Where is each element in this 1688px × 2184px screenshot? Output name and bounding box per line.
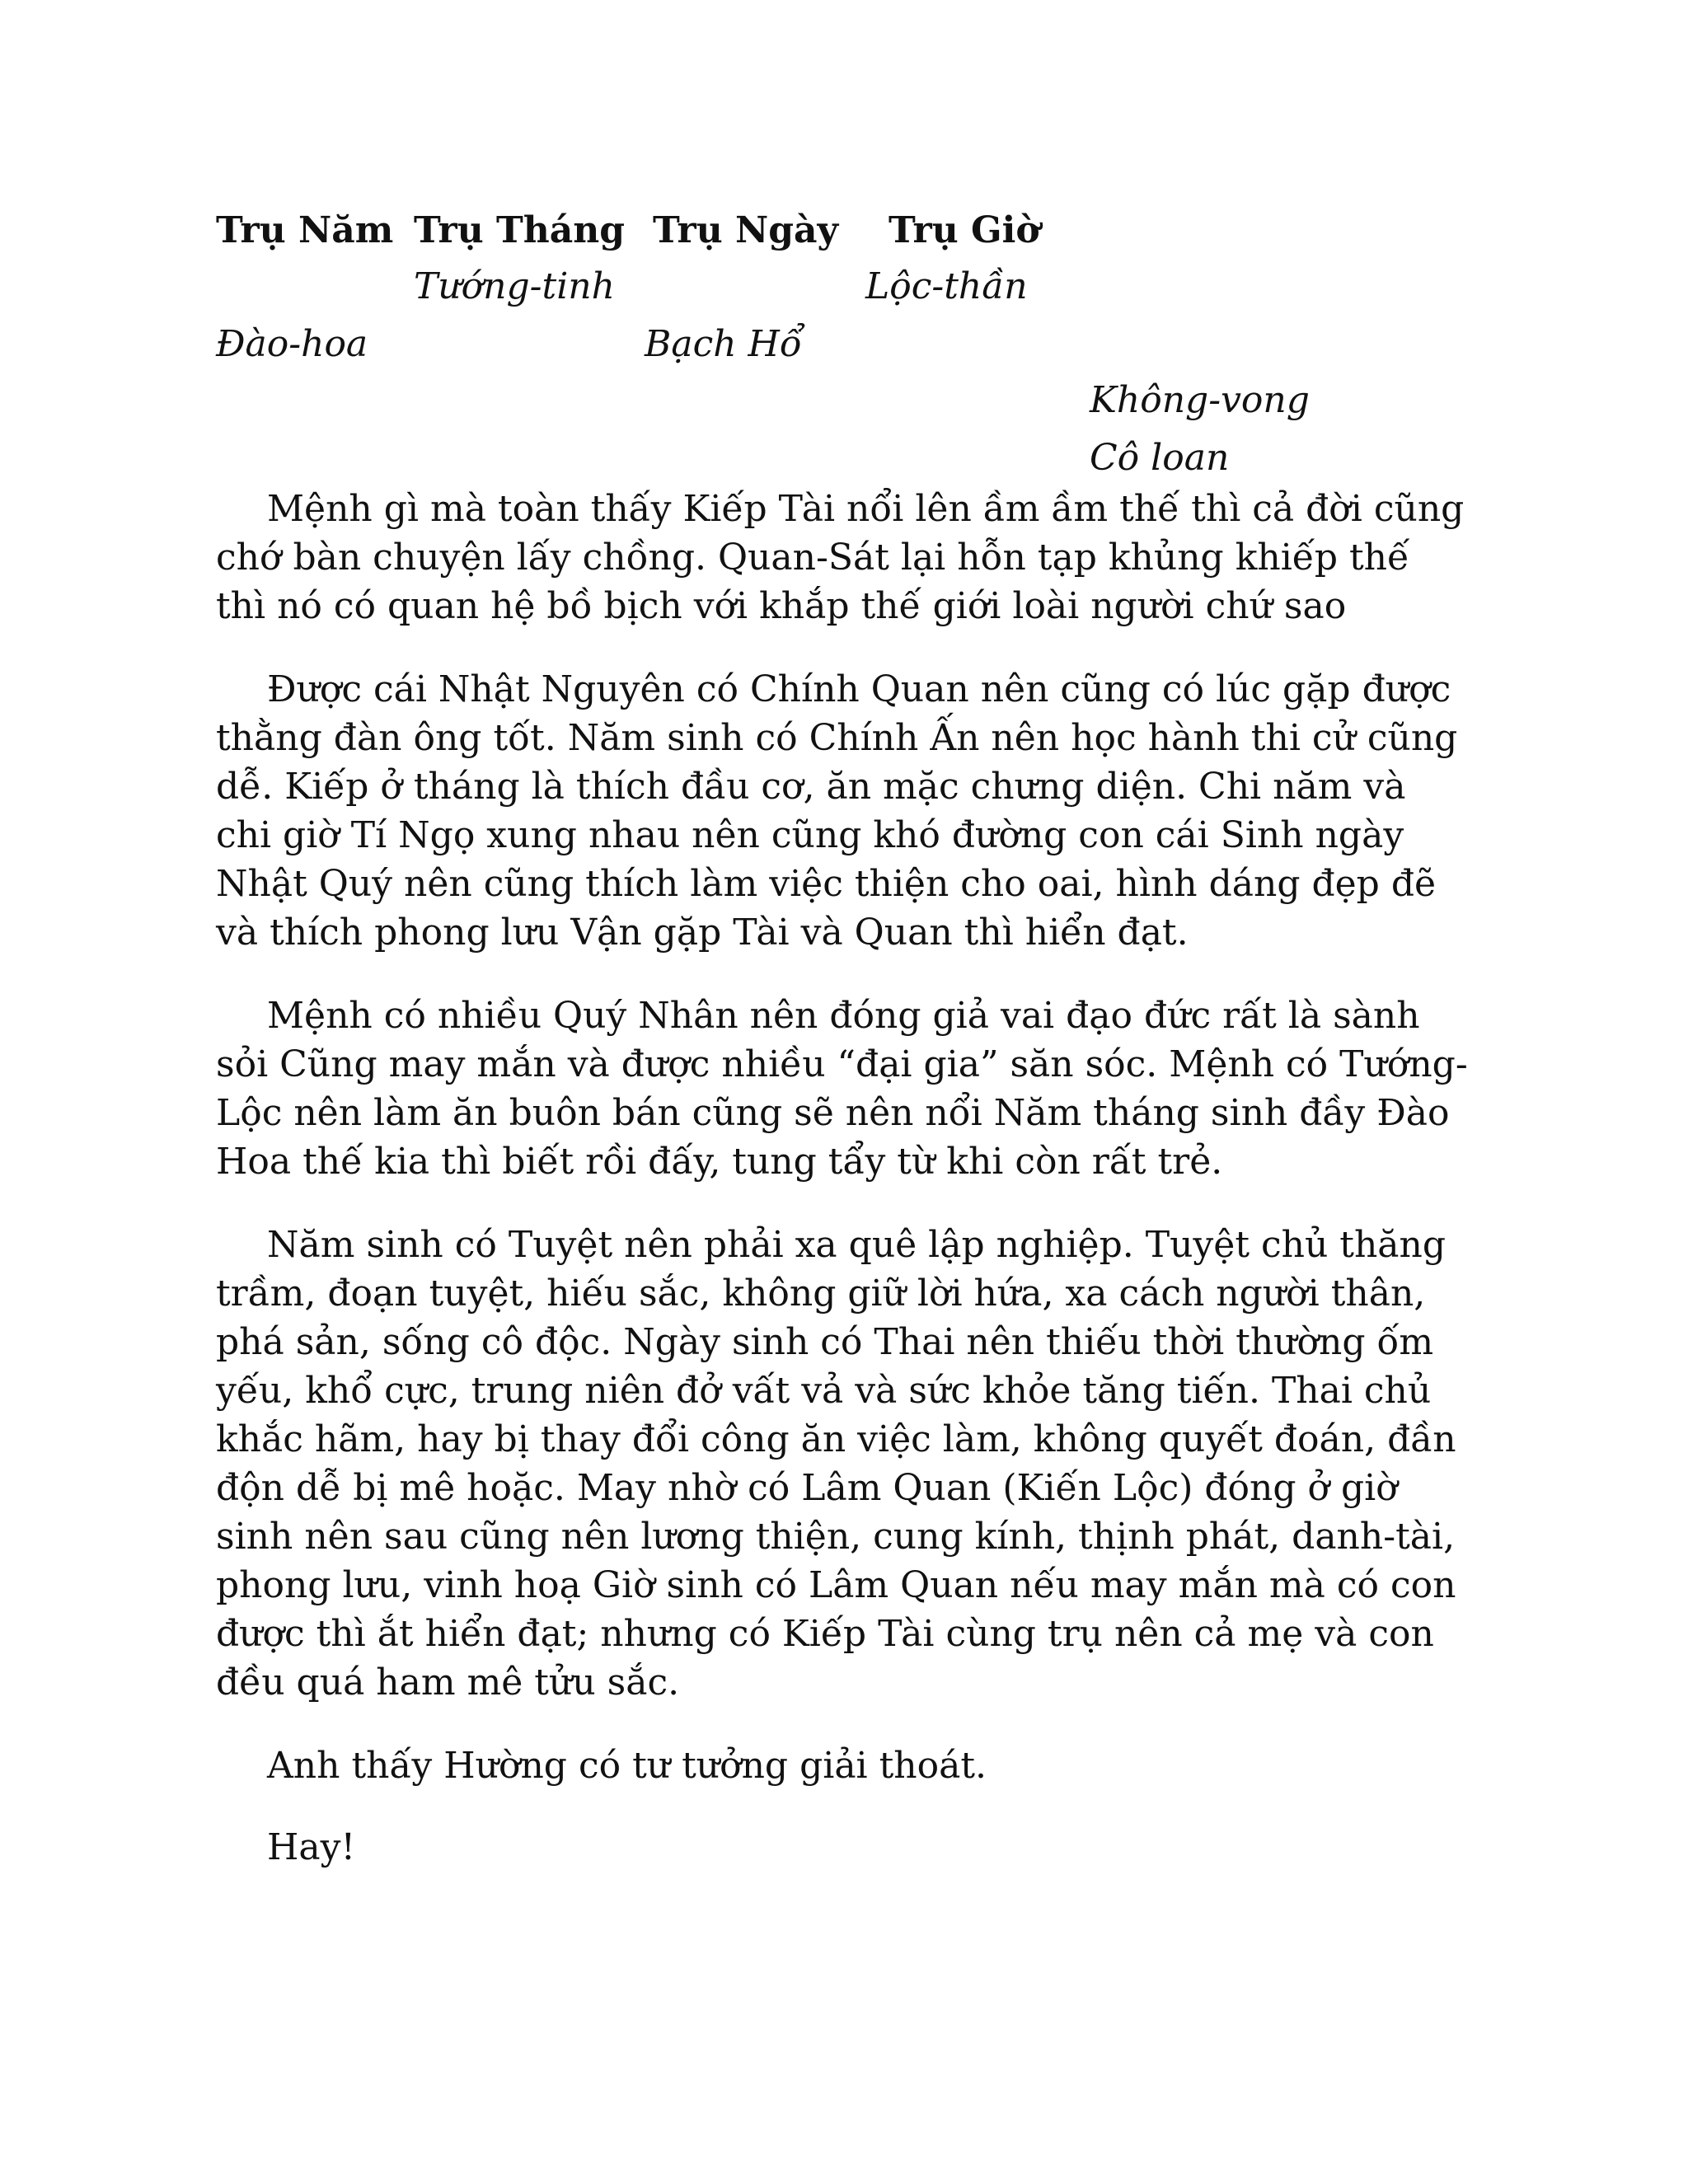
star-khong-vong: Không-vong	[1090, 379, 1310, 421]
header-year-pillar: Trụ Năm	[216, 209, 394, 251]
paragraph-6: Hay!	[267, 1826, 356, 1868]
paragraph-3: Mệnh có nhiều Quý Nhân nên đóng giả vai đạo đức rất là sành sỏi Cũng may mắn và được nhiều “đại gia” săn sóc. Mệnh có Tướng-Lộc nên làm ăn buôn bán cũng sẽ nên nổi Năm tháng sinh đầy Đào Hoa thế kia thì biết rồi đấy, tung tẩy từ khi còn rất trẻ.	[216, 995, 1468, 1183]
star-loc-than: Lộc-thần	[865, 265, 1028, 307]
star-co-loan: Cô loan	[1090, 437, 1230, 479]
header-hour-pillar: Trụ Giờ	[889, 209, 1040, 251]
star-dao-hoa: Đào-hoa	[216, 323, 368, 365]
star-tuong-tinh: Tướng-tinh	[414, 265, 615, 307]
header-month-pillar: Trụ Tháng	[414, 209, 626, 251]
paragraph-5: Anh thấy Hường có tư tưởng giải thoát.	[267, 1745, 987, 1787]
body-text	[216, 485, 1469, 1905]
header-day-pillar: Trụ Ngày	[653, 209, 839, 251]
paragraph-1: Mệnh gì mà toàn thấy Kiếp Tài nổi lên ầm ầm thế thì cả đời cũng chớ bàn chuyện lấy chồng. Quan-Sát lại hỗn tạp khủng khiếp thế thì nó có quan hệ bồ bịch với khắp thế giới loài người chứ sao	[216, 488, 1465, 627]
paragraph-2: Được cái Nhật Nguyên có Chính Quan nên cũng có lúc gặp được thằng đàn ông tốt. Năm sinh có Chính Ấn nên học hành thi cử cũng dễ. Kiếp ở tháng là thích đầu cơ, ăn mặc chưng diện. Chi năm và chi giờ Tí Ngọ xung nhau nên cũng khó đường con cái Sinh ngày Nhật Quý nên cũng thích làm việc thiện cho oai, hình dáng đẹp đẽ và thích phong lưu Vận gặp Tài và Quan thì hiển đạt.	[216, 668, 1458, 954]
paragraph-4: Năm sinh có Tuyệt nên phải xa quê lập nghiệp. Tuyệt chủ thăng trầm, đoạn tuyệt, hiếu sắc, không giữ lời hứa, xa cách người thân, phá sản, sống cô độc. Ngày sinh có Thai nên thiếu thời thường ốm yếu, khổ cực, trung niên đở vất vả và sức khỏe tăng tiến. Thai chủ khắc hãm, hay bị thay đổi công ăn việc làm, không quyết đoán, đần độn dễ bị mê hoặc. May nhờ có Lâm Quan (Kiến Lộc) đóng ở giờ sinh nên sau cũng nên lương thiện, cung kính, thịnh phát, danh-tài, phong lưu, vinh hoạ Giờ sinh có Lâm Quan nếu may mắn mà có con được thì ắt hiển đạt; nhưng có Kiếp Tài cùng trụ nên cả mẹ và con đều quá ham mê tửu sắc.	[216, 1224, 1456, 1704]
star-bach-ho: Bạch Hổ	[645, 323, 802, 365]
